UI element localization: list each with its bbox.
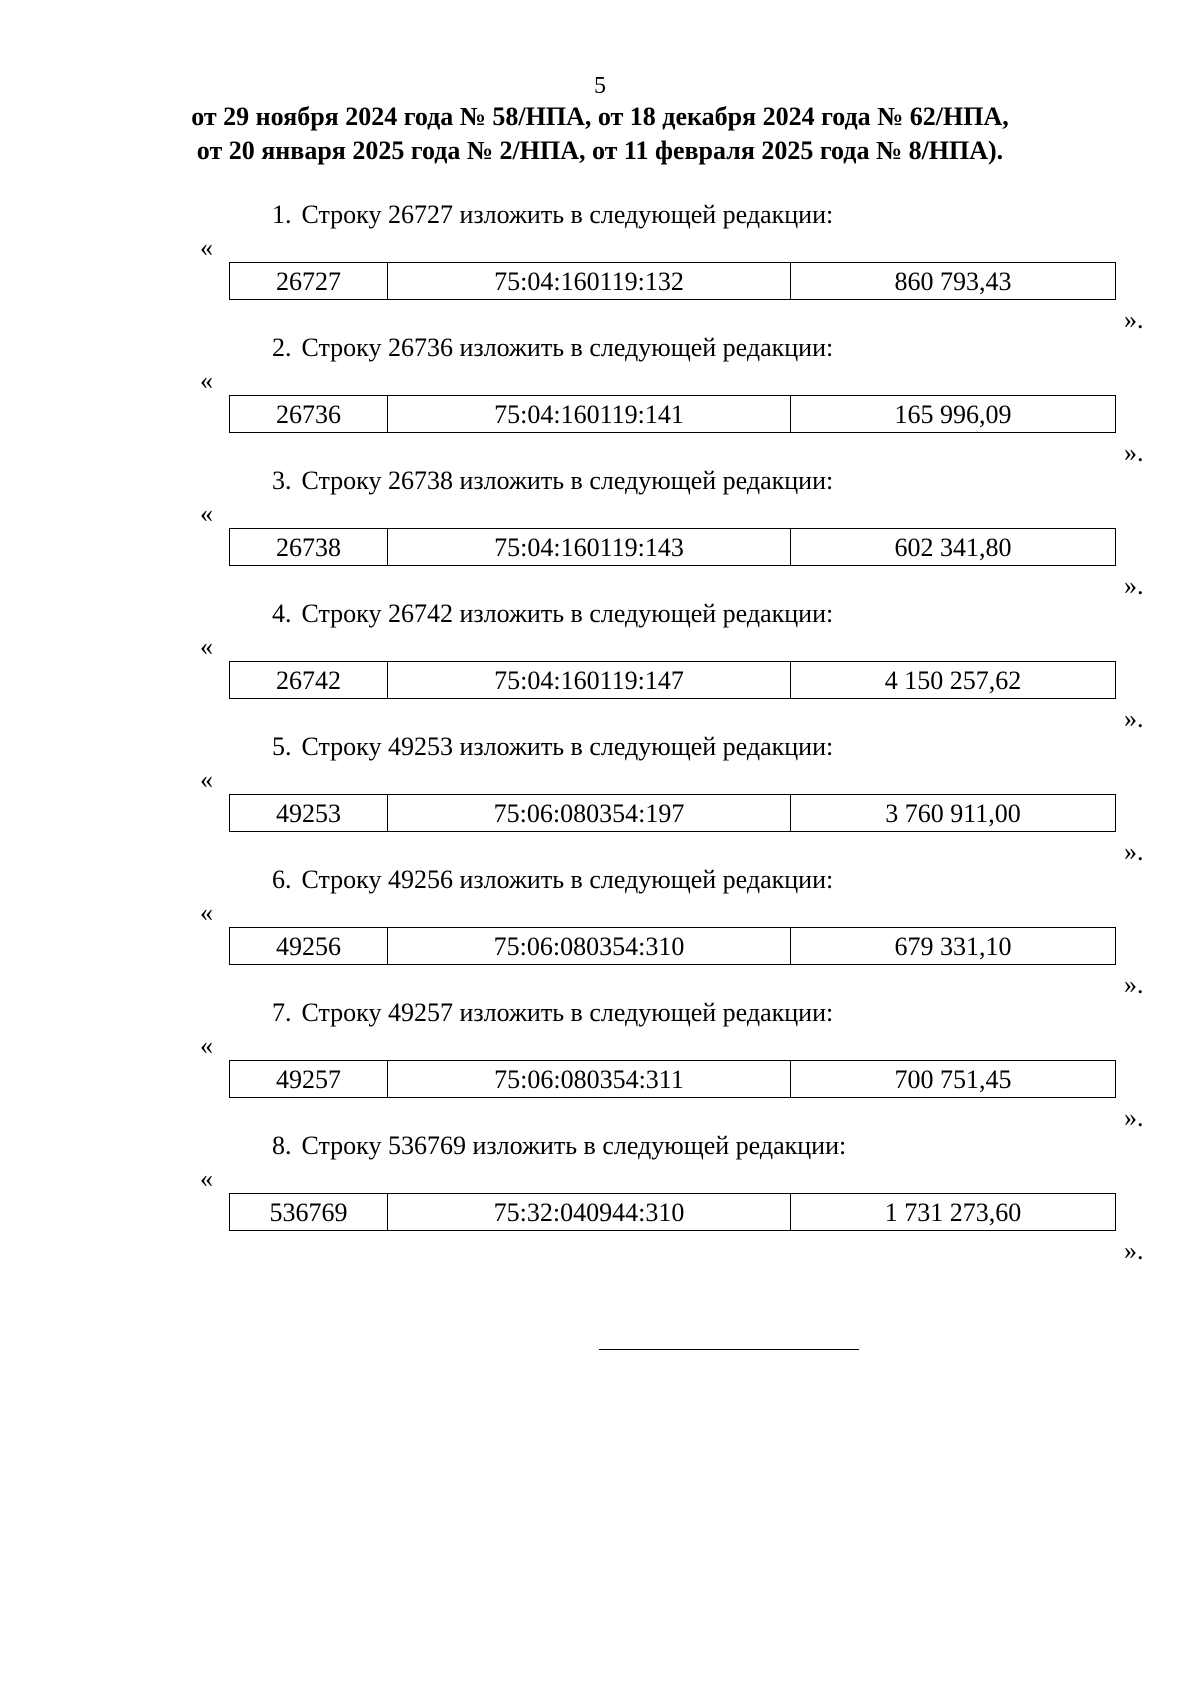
value-cell: 860 793,43 [791,263,1116,300]
amendment-number: 4. [272,599,292,628]
heading-line-2: от 20 января 2025 года № 2/НПА, от 11 февраля 2025 года № 8/НПА). [196,136,1004,165]
table-row [230,1061,1116,1098]
amendment-item [0,998,1200,1131]
heading-line-1: от 29 ноября 2024 года № 58/НПА, от 18 декабря 2024 года № 62/НПА, [191,102,1009,131]
value-cell: 165 996,09 [791,396,1116,433]
amendment-text: Строку 26736 изложить в следующей редакции: [301,333,834,362]
amendment-text: Строку 49256 изложить в следующей редакции: [301,865,834,894]
amendment-number: 8. [272,1131,292,1160]
amendment-instruction [272,466,833,496]
row-table [229,1060,1116,1098]
opening-quote: « [200,898,213,927]
row-table [229,262,1116,300]
amendment-item [0,732,1200,865]
cadastral-number-cell: 75:06:080354:310 [388,928,791,965]
amendment-item [0,865,1200,998]
closing-quote: ». [1124,704,1144,733]
value-cell: 1 731 273,60 [791,1194,1116,1231]
amendment-text: Строку 49257 изложить в следующей редакции: [301,998,834,1027]
closing-quote: ». [1124,438,1144,467]
row-number-cell: 49253 [230,795,388,832]
opening-quote: « [200,366,213,395]
amendment-item [0,1131,1200,1264]
amendment-number: 6. [272,865,292,894]
page-number: 5 [594,73,606,99]
cadastral-number-cell: 75:32:040944:310 [388,1194,791,1231]
cadastral-number-cell: 75:06:080354:311 [388,1061,791,1098]
amendment-item [0,200,1200,333]
closing-quote: ». [1124,305,1144,334]
closing-quote: ». [1124,970,1144,999]
opening-quote: « [200,632,213,661]
amendment-number: 5. [272,732,292,761]
table-row [230,396,1116,433]
amendment-number: 3. [272,466,292,495]
row-number-cell: 26738 [230,529,388,566]
value-cell: 700 751,45 [791,1061,1116,1098]
cadastral-number-cell: 75:06:080354:197 [388,795,791,832]
row-number-cell: 26736 [230,396,388,433]
amendment-item [0,333,1200,466]
amendment-text: Строку 26742 изложить в следующей редакции: [301,599,834,628]
row-number-cell: 26742 [230,662,388,699]
table-row [230,263,1116,300]
value-cell: 4 150 257,62 [791,662,1116,699]
closing-quote: ». [1124,571,1144,600]
opening-quote: « [200,765,213,794]
amendment-instruction [272,333,833,363]
document-heading [0,100,1200,168]
closing-quote: ». [1124,837,1144,866]
value-cell: 679 331,10 [791,928,1116,965]
opening-quote: « [200,1031,213,1060]
amendment-instruction [272,599,833,629]
cadastral-number-cell: 75:04:160119:143 [388,529,791,566]
amendment-number: 7. [272,998,292,1027]
value-cell: 602 341,80 [791,529,1116,566]
table-row [230,529,1116,566]
table-row [230,662,1116,699]
amendment-instruction [272,732,833,762]
amendment-number: 1. [272,200,292,229]
value-cell: 3 760 911,00 [791,795,1116,832]
cadastral-number-cell: 75:04:160119:141 [388,396,791,433]
row-number-cell: 536769 [230,1194,388,1231]
opening-quote: « [200,233,213,262]
row-table [229,395,1116,433]
amendment-instruction [272,200,833,230]
table-row [230,1194,1116,1231]
row-table [229,1193,1116,1231]
amendment-item [0,599,1200,732]
closing-quote: ». [1124,1236,1144,1265]
closing-quote: ». [1124,1103,1144,1132]
cadastral-number-cell: 75:04:160119:147 [388,662,791,699]
amendment-text: Строку 536769 изложить в следующей редакции: [301,1131,847,1160]
amendment-text: Строку 26727 изложить в следующей редакции: [301,200,834,229]
amendment-instruction [272,1131,846,1161]
row-table [229,794,1116,832]
opening-quote: « [200,499,213,528]
row-number-cell: 26727 [230,263,388,300]
cadastral-number-cell: 75:04:160119:132 [388,263,791,300]
amendment-text: Строку 49253 изложить в следующей редакции: [301,732,834,761]
amendment-number: 2. [272,333,292,362]
end-of-document-rule [599,1349,859,1350]
row-table [229,927,1116,965]
amendment-instruction [272,865,833,895]
opening-quote: « [200,1164,213,1193]
row-table [229,661,1116,699]
table-row [230,795,1116,832]
amendments-list [0,200,1200,1264]
row-table [229,528,1116,566]
row-number-cell: 49257 [230,1061,388,1098]
amendment-text: Строку 26738 изложить в следующей редакции: [301,466,834,495]
amendment-instruction [272,998,833,1028]
table-row [230,928,1116,965]
amendment-item [0,466,1200,599]
row-number-cell: 49256 [230,928,388,965]
